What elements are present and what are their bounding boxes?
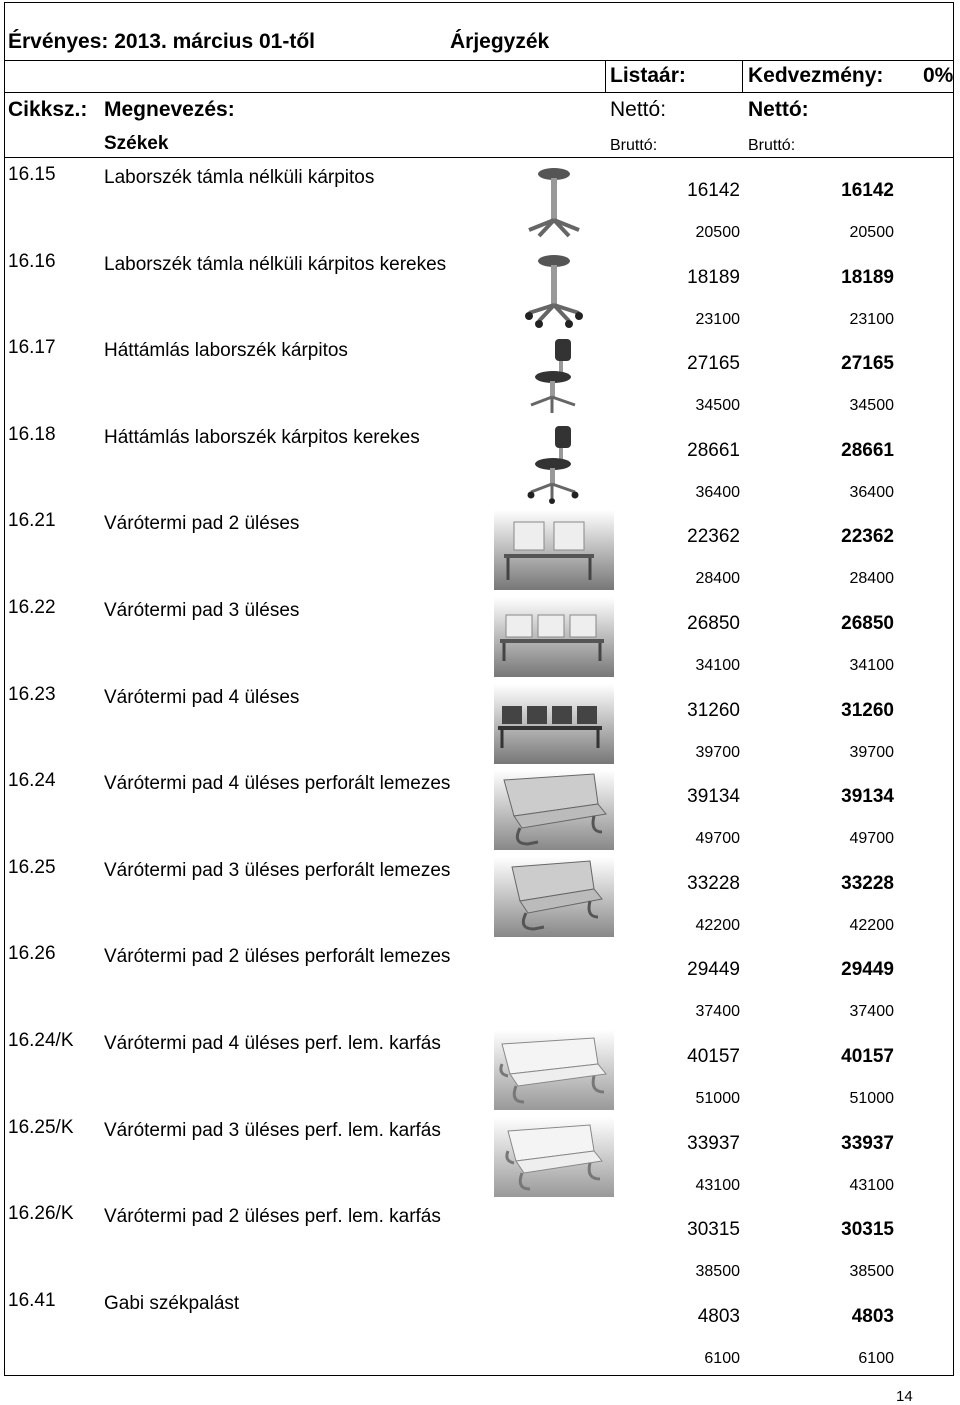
gross-price: 23100 bbox=[695, 310, 740, 328]
item-code: 16.16 bbox=[8, 250, 56, 272]
item-code: 16.25 bbox=[8, 856, 56, 878]
page-number: 14 bbox=[896, 1388, 913, 1405]
item-code: 16.18 bbox=[8, 423, 56, 445]
net-discount-price: 29449 bbox=[841, 959, 894, 981]
item-name: Háttámlás laborszék kárpitos bbox=[104, 340, 348, 362]
header-col-divider-1 bbox=[605, 60, 606, 92]
gross-discount-price: 49700 bbox=[849, 830, 894, 848]
table-row bbox=[4, 333, 954, 420]
table-row bbox=[4, 247, 954, 334]
table-row bbox=[4, 420, 954, 507]
item-name: Várótermi pad 2 üléses perf. lem. karfás bbox=[104, 1206, 441, 1228]
net-price: 33937 bbox=[687, 1132, 740, 1154]
gross-discount-price: 43100 bbox=[849, 1176, 894, 1194]
item-name: Várótermi pad 3 üléses perf. lem. karfás bbox=[104, 1119, 441, 1141]
table-row bbox=[4, 680, 954, 767]
net-price: 4803 bbox=[697, 1305, 740, 1327]
net-header-2: Nettó: bbox=[748, 98, 809, 121]
net-discount-price: 27165 bbox=[841, 353, 894, 375]
product-image bbox=[494, 1199, 614, 1286]
bench-3-icon bbox=[494, 593, 614, 680]
discount-value: 0% bbox=[923, 64, 954, 87]
armrest-bench-4-icon bbox=[494, 1026, 614, 1113]
net-price: 28661 bbox=[687, 439, 740, 461]
net-discount-price: 16142 bbox=[841, 180, 894, 201]
gross-price: 42200 bbox=[695, 916, 740, 934]
armrest-bench-3-icon bbox=[494, 1113, 614, 1200]
item-name: Laborszék támla nélküli kárpitos bbox=[104, 167, 375, 188]
gross-price: 28400 bbox=[695, 570, 740, 588]
item-code: 16.26 bbox=[8, 943, 56, 965]
col-code-header: Cikksz.: bbox=[8, 98, 88, 121]
valid-from: Érvényes: 2013. március 01-től bbox=[8, 30, 316, 53]
list-price-label: Listaár: bbox=[610, 64, 686, 87]
table-row bbox=[4, 160, 954, 247]
bench-4-icon bbox=[494, 680, 614, 767]
category-title: Székek bbox=[104, 133, 169, 154]
net-price: 16142 bbox=[687, 180, 740, 201]
net-price: 39134 bbox=[687, 786, 740, 808]
item-code: 16.24/K bbox=[8, 1030, 74, 1051]
product-image bbox=[494, 939, 614, 1026]
item-code: 16.25/K bbox=[8, 1116, 74, 1138]
item-name: Várótermi pad 4 üléses perf. lem. karfás bbox=[104, 1033, 441, 1054]
perforated-bench-3-icon bbox=[494, 853, 614, 940]
gross-price: 51000 bbox=[695, 1090, 740, 1107]
gross-price: 49700 bbox=[695, 830, 740, 848]
lab-stool-icon bbox=[494, 160, 614, 247]
item-name: Várótermi pad 2 üléses bbox=[104, 513, 300, 535]
net-price: 22362 bbox=[687, 526, 740, 548]
item-name: Gabi székpalást bbox=[104, 1292, 240, 1314]
item-name: Várótermi pad 4 üléses bbox=[104, 686, 300, 708]
table-row bbox=[4, 1026, 954, 1113]
item-code: 16.17 bbox=[8, 337, 56, 359]
item-code: 16.23 bbox=[8, 683, 56, 705]
table-row bbox=[4, 506, 954, 593]
gross-discount-price: 38500 bbox=[849, 1263, 894, 1281]
net-discount-price: 26850 bbox=[841, 613, 894, 634]
product-image bbox=[494, 1286, 614, 1373]
table-row bbox=[4, 853, 954, 940]
net-price: 33228 bbox=[687, 872, 740, 894]
net-price: 30315 bbox=[687, 1219, 740, 1241]
item-name: Háttámlás laborszék kárpitos kerekes bbox=[104, 426, 420, 448]
net-price: 40157 bbox=[687, 1046, 740, 1067]
net-price: 18189 bbox=[687, 266, 740, 288]
net-discount-price: 30315 bbox=[841, 1219, 894, 1241]
net-discount-price: 18189 bbox=[841, 266, 894, 288]
table-row bbox=[4, 1113, 954, 1200]
item-code: 16.22 bbox=[8, 597, 56, 618]
item-code: 16.41 bbox=[8, 1289, 56, 1311]
discount-label: Kedvezmény: bbox=[748, 64, 884, 87]
net-price: 31260 bbox=[687, 699, 740, 721]
lab-stool-wheels-icon bbox=[494, 247, 614, 334]
gross-discount-price: 23100 bbox=[849, 310, 894, 328]
item-name: Várótermi pad 3 üléses perforált lemezes bbox=[104, 859, 451, 881]
item-name: Várótermi pad 2 üléses perforált lemezes bbox=[104, 946, 451, 968]
gross-discount-price: 42200 bbox=[849, 916, 894, 934]
gross-discount-price: 20500 bbox=[849, 224, 894, 241]
net-discount-price: 4803 bbox=[851, 1305, 894, 1327]
net-discount-price: 22362 bbox=[841, 526, 894, 548]
gross-discount-price: 51000 bbox=[849, 1090, 894, 1107]
table-row bbox=[4, 766, 954, 853]
header-divider bbox=[4, 60, 954, 61]
net-discount-price: 39134 bbox=[841, 786, 894, 808]
gross-discount-price: 39700 bbox=[849, 743, 894, 761]
gross-discount-price: 34100 bbox=[849, 657, 894, 674]
lab-chair-wheels-icon bbox=[494, 420, 614, 507]
item-name: Várótermi pad 3 üléses bbox=[104, 600, 300, 621]
bench-2-icon bbox=[494, 506, 614, 593]
table-row bbox=[4, 1199, 954, 1286]
table-row bbox=[4, 1286, 954, 1373]
gross-price: 6100 bbox=[704, 1349, 740, 1367]
gross-price: 34500 bbox=[695, 397, 740, 415]
gross-discount-price: 28400 bbox=[849, 570, 894, 588]
gross-discount-price: 34500 bbox=[849, 397, 894, 415]
gross-price: 36400 bbox=[695, 483, 740, 501]
gross-discount-price: 37400 bbox=[849, 1003, 894, 1021]
item-code: 16.24 bbox=[8, 770, 56, 792]
gross-price: 37400 bbox=[695, 1003, 740, 1021]
net-discount-price: 28661 bbox=[841, 439, 894, 461]
gross-discount-price: 36400 bbox=[849, 483, 894, 501]
net-price: 29449 bbox=[687, 959, 740, 981]
gross-header-1: Bruttó: bbox=[610, 137, 658, 154]
header-col-divider-2 bbox=[742, 60, 743, 92]
gross-price: 39700 bbox=[695, 743, 740, 761]
item-code: 16.26/K bbox=[8, 1203, 74, 1225]
net-discount-price: 31260 bbox=[841, 699, 894, 721]
col-name-header: Megnevezés: bbox=[104, 98, 235, 121]
doc-title: Árjegyzék bbox=[450, 30, 550, 53]
gross-price: 34100 bbox=[695, 657, 740, 674]
gross-price: 38500 bbox=[695, 1263, 740, 1281]
item-code: 16.15 bbox=[8, 164, 56, 185]
header-divider-2 bbox=[4, 92, 954, 93]
gross-price: 43100 bbox=[695, 1176, 740, 1194]
item-name: Várótermi pad 4 üléses perforált lemezes bbox=[104, 773, 451, 795]
gross-discount-price: 6100 bbox=[858, 1349, 894, 1367]
net-header-1: Nettó: bbox=[610, 98, 667, 121]
header-divider-3 bbox=[4, 157, 954, 158]
perforated-bench-4-icon bbox=[494, 766, 614, 853]
item-code: 16.21 bbox=[8, 510, 56, 532]
net-discount-price: 33937 bbox=[841, 1132, 894, 1154]
table-row bbox=[4, 593, 954, 680]
net-discount-price: 33228 bbox=[841, 872, 894, 894]
net-discount-price: 40157 bbox=[841, 1046, 894, 1067]
net-price: 27165 bbox=[687, 353, 740, 375]
lab-chair-icon bbox=[494, 333, 614, 420]
item-name: Laborszék támla nélküli kárpitos kerekes bbox=[104, 253, 447, 275]
table-row bbox=[4, 939, 954, 1026]
net-price: 26850 bbox=[687, 613, 740, 634]
gross-header-2: Bruttó: bbox=[748, 137, 796, 154]
gross-price: 20500 bbox=[695, 224, 740, 241]
